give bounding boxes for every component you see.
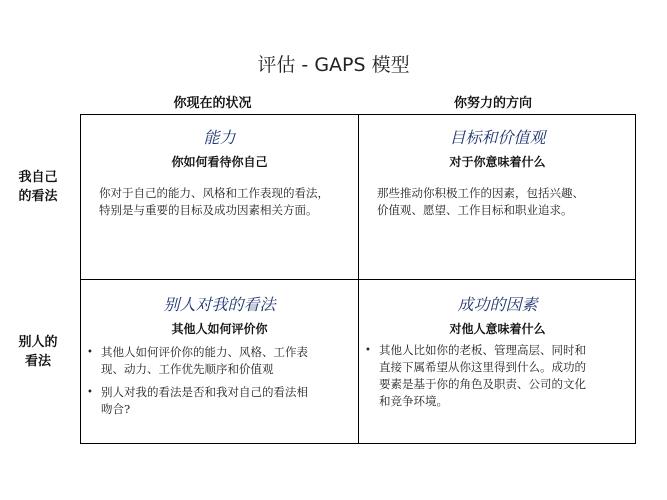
body-line: 特别是与重要的目标及成功因素相关方面。 — [99, 203, 318, 217]
cell-others-perception — [81, 280, 358, 444]
cell-goals-values — [359, 115, 636, 279]
bullet-line: 其他人如何评价你的能力、风格、工作表 — [101, 345, 308, 359]
cell-title: 别人对我的看法 — [163, 295, 276, 314]
cell-subtitle: 对于你意味着什么 — [449, 155, 546, 169]
row-header-line: 看法 — [24, 354, 51, 369]
row-header-line: 的看法 — [18, 189, 58, 204]
body-line: 那些推动你积极工作的因素，包括兴趣、 — [377, 186, 584, 200]
bullet-item — [365, 342, 627, 410]
bullet-line: 和竞争环境。 — [379, 394, 448, 408]
cell-title: 能力 — [203, 128, 236, 147]
bullet-icon: • — [365, 345, 371, 356]
bullet-list — [87, 344, 345, 424]
cell-abilities — [81, 115, 358, 279]
bullet-icon: • — [87, 387, 93, 398]
bullet-line: 要素是基于你的角色及职责、公司的文化 — [379, 377, 586, 391]
bullet-line: 其他人比如你的老板、管理高层、同时和 — [379, 343, 586, 357]
cell-body — [377, 185, 617, 219]
column-header-current-state: 你现在的状况 — [173, 96, 252, 111]
cell-success-factors — [359, 280, 636, 444]
cell-title: 目标和价值观 — [449, 128, 546, 147]
bullet-line: 吻合? — [101, 402, 131, 416]
bullet-line: 别人对我的看法是否和我对自己的看法相 — [101, 385, 308, 399]
column-header-direction: 你努力的方向 — [453, 96, 532, 111]
cell-subtitle: 对他人意味着什么 — [449, 322, 546, 336]
bullet-line: 现、动力、工作优先顺序和价值观 — [101, 362, 274, 376]
body-line: 价值观、愿望、工作目标和职业追求。 — [377, 203, 573, 217]
bullet-item — [87, 384, 345, 418]
bullet-icon: • — [87, 347, 93, 358]
row-header-self-view — [8, 168, 68, 206]
cell-subtitle: 你如何看待你自己 — [171, 155, 268, 169]
body-line: 你对于自己的能力、风格和工作表现的看法， — [99, 186, 329, 200]
bullet-item — [87, 344, 345, 378]
page-title: 评估 - GAPS 模型 — [257, 54, 410, 76]
row-header-line: 我自己 — [18, 170, 58, 185]
cell-title: 成功的因素 — [457, 295, 538, 314]
cell-body — [99, 185, 349, 219]
row-header-line: 别人的 — [18, 335, 58, 350]
cell-subtitle: 其他人如何评价你 — [171, 322, 268, 336]
bullet-line: 直接下属希望从你这里得到什么。成功的 — [379, 360, 586, 374]
gaps-matrix — [80, 114, 636, 444]
bullet-list — [365, 342, 627, 416]
row-header-others-view — [8, 333, 68, 371]
